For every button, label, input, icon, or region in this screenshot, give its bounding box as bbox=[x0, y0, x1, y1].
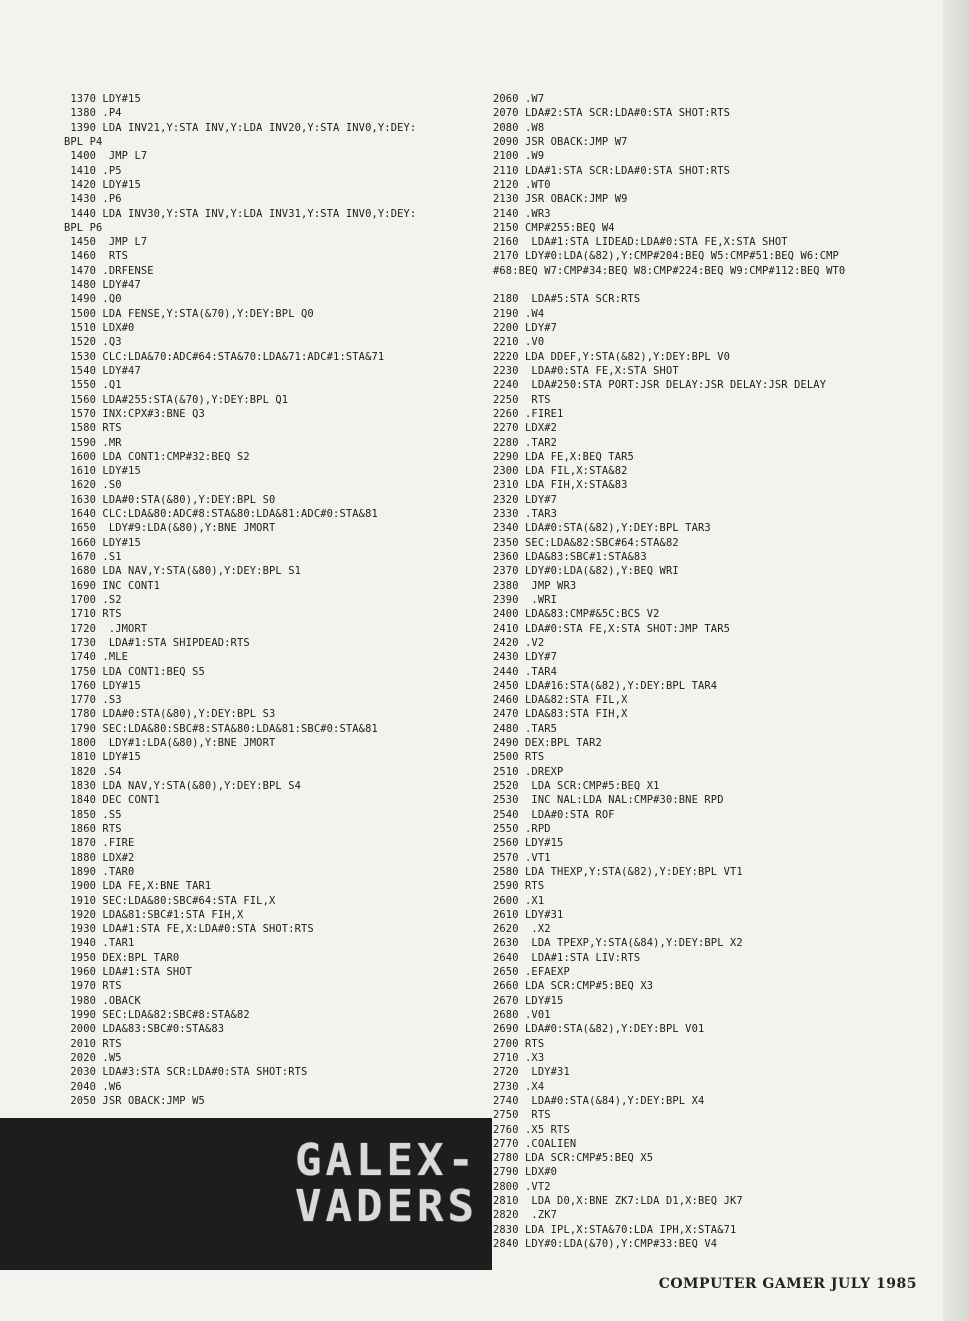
code-line bbox=[493, 278, 969, 292]
code-line: 2270 LDX#2 bbox=[493, 422, 558, 435]
code-line: 2680 .V01 bbox=[493, 1009, 551, 1021]
code-line: 2820 .ZK7 bbox=[493, 1209, 558, 1222]
code-line: 2780 LDA SCR:CMP#5:BEQ X5 bbox=[493, 1152, 654, 1165]
code-line: 1760 LDY#15 bbox=[64, 679, 141, 692]
code-line: 2800 .VT2 bbox=[493, 1180, 551, 1193]
code-line: 2410 LDA#0:STA FE,X:STA SHOT:JMP TAR5 bbox=[493, 622, 731, 635]
code-line: 1650 LDY#9:LDA(&80),Y:BNE JMORT bbox=[64, 522, 276, 535]
code-line: 1580 RTS bbox=[64, 422, 122, 435]
code-line: 1780 LDA#0:STA(&80),Y:DEY:BPL S3 bbox=[64, 708, 276, 721]
code-line: 1900 LDA FE,X:BNE TAR1 bbox=[64, 880, 212, 893]
code-line: 2170 LDY#0:LDA(&82),Y:CMP#204:BEQ W5:CMP#51:BEQ W6:CMP bbox=[493, 250, 839, 263]
code-line: 2550 .RPD bbox=[493, 822, 551, 835]
code-line: 2250 RTS bbox=[493, 393, 551, 406]
banner-title-line-2: VADERS bbox=[295, 1181, 478, 1232]
banner-title bbox=[295, 1135, 478, 1232]
code-line: 1500 LDA FENSE,Y:STA(&70),Y:DEY:BPL Q0 bbox=[64, 307, 314, 320]
code-line: 1820 .S4 bbox=[64, 765, 122, 778]
code-line: 1550 .Q1 bbox=[64, 379, 122, 392]
code-line: 2050 JSR OBACK:JMP W5 bbox=[64, 1094, 205, 1107]
code-line: 2750 RTS bbox=[493, 1109, 551, 1122]
code-line: 1960 LDA#1:STA SHOT bbox=[64, 966, 193, 979]
code-line: 2350 SEC:LDA&82:SBC#64:STA&82 bbox=[493, 536, 679, 549]
code-line: 2720 LDY#31 bbox=[493, 1066, 570, 1079]
code-line: 2210 .V0 bbox=[493, 336, 545, 349]
code-line: 2000 LDA&83:SBC#0:STA&83 bbox=[64, 1023, 225, 1036]
code-line: 1460 RTS bbox=[64, 250, 129, 263]
code-line: 2590 RTS bbox=[493, 880, 545, 893]
code-line: 2300 LDA FIL,X:STA&82 bbox=[493, 465, 628, 478]
code-line: 2240 LDA#250:STA PORT:JSR DELAY:JSR DELAY:JSR DELAY bbox=[493, 379, 827, 392]
code-line: 2480 .TAR5 bbox=[493, 722, 558, 735]
code-line: 2710 .X3 bbox=[493, 1051, 545, 1064]
code-line: 1590 .MR bbox=[64, 436, 122, 449]
code-line: 2380 JMP WR3 bbox=[493, 579, 577, 592]
code-line: 1910 SEC:LDA&80:SBC#64:STA FIL,X bbox=[64, 894, 276, 907]
code-line: 2130 JSR OBACK:JMP W9 bbox=[493, 193, 628, 206]
code-line: 2430 LDY#7 bbox=[493, 651, 558, 664]
code-line: 1920 LDA&81:SBC#1:STA FIH,X bbox=[64, 908, 244, 921]
code-line: 2040 .W6 bbox=[64, 1080, 122, 1093]
code-line: 1400 JMP L7 bbox=[64, 150, 148, 163]
code-line: 2280 .TAR2 bbox=[493, 436, 558, 449]
code-line: 1930 LDA#1:STA FE,X:LDA#0:STA SHOT:RTS bbox=[64, 923, 314, 936]
code-line: 1640 CLC:LDA&80:ADC#8:STA&80:LDA&81:ADC#0:STA&81 bbox=[64, 508, 378, 521]
code-line: 2390 .WRI bbox=[493, 593, 558, 606]
code-line: 2160 LDA#1:STA LIDEAD:LDA#0:STA FE,X:STA SHOT bbox=[493, 236, 788, 249]
code-line: 2450 LDA#16:STA(&82),Y:DEY:BPL TAR4 bbox=[493, 679, 718, 692]
code-line: 2230 LDA#0:STA FE,X:STA SHOT bbox=[493, 364, 679, 377]
code-line: 1950 DEX:BPL TAR0 bbox=[64, 951, 180, 964]
code-line: 1870 .FIRE bbox=[64, 837, 135, 850]
code-line: 2790 LDX#0 bbox=[493, 1166, 558, 1179]
code-line: 2500 RTS bbox=[493, 751, 545, 764]
code-line: 1670 .S1 bbox=[64, 551, 122, 563]
code-line: 2420 .V2 bbox=[493, 636, 545, 649]
code-line: 1660 LDY#15 bbox=[64, 536, 141, 549]
code-line: 1680 LDA NAV,Y:STA(&80),Y:DEY:BPL S1 bbox=[64, 565, 302, 578]
code-line: 2310 LDA FIH,X:STA&83 bbox=[493, 479, 628, 492]
code-line: 2090 JSR OBACK:JMP W7 bbox=[493, 135, 628, 148]
code-line: 2730 .X4 bbox=[493, 1080, 545, 1093]
code-line: 1440 LDA INV30,Y:STA INV,Y:LDA INV31,Y:STA INV0,Y:DEY: bbox=[64, 207, 417, 220]
code-line: 2640 LDA#1:STA LIV:RTS bbox=[493, 951, 641, 964]
code-line: 2400 LDA&83:CMP#&5C:BCS V2 bbox=[493, 608, 660, 621]
code-line: 2600 .X1 bbox=[493, 894, 545, 907]
code-line: 1530 CLC:LDA&70:ADC#64:STA&70:LDA&71:ADC#1:STA&71 bbox=[64, 350, 385, 363]
code-line: 1630 LDA#0:STA(&80),Y:DEY:BPL S0 bbox=[64, 493, 276, 506]
code-line: 2830 LDA IPL,X:STA&70:LDA IPH,X:STA&71 bbox=[493, 1223, 737, 1236]
code-line: 1970 RTS bbox=[64, 980, 122, 993]
code-line: 1940 .TAR1 bbox=[64, 937, 135, 950]
code-line: 1410 .P5 bbox=[64, 164, 122, 177]
code-line: 1510 LDX#0 bbox=[64, 322, 135, 334]
code-line: 2320 LDY#7 bbox=[493, 493, 558, 506]
code-line: 1570 INX:CPX#3:BNE Q3 bbox=[64, 407, 205, 420]
code-line: 1380 .P4 bbox=[64, 107, 122, 120]
code-line: 2740 LDA#0:STA(&84),Y:DEY:BPL X4 bbox=[493, 1094, 705, 1107]
code-line: 2490 DEX:BPL TAR2 bbox=[493, 737, 602, 750]
code-line: 2520 LDA SCR:CMP#5:BEQ X1 bbox=[493, 780, 660, 792]
code-line: 1390 LDA INV21,Y:STA INV,Y:LDA INV20,Y:STA INV0,Y:DEY: bbox=[64, 121, 417, 134]
code-line: 2020 .W5 bbox=[64, 1051, 122, 1064]
code-line: 2180 LDA#5:STA SCR:RTS bbox=[493, 293, 641, 306]
code-line: 2200 LDY#7 bbox=[493, 322, 558, 334]
page-footer: COMPUTER GAMER JULY 1985 bbox=[658, 1276, 917, 1292]
code-line: 1540 LDY#47 bbox=[64, 364, 141, 377]
code-line: 1490 .Q0 bbox=[64, 293, 122, 306]
code-line: 2440 .TAR4 bbox=[493, 665, 558, 678]
code-line: 2290 LDA FE,X:BEQ TAR5 bbox=[493, 450, 634, 463]
code-line: 1830 LDA NAV,Y:STA(&80),Y:DEY:BPL S4 bbox=[64, 780, 302, 792]
code-line: 1740 .MLE bbox=[64, 651, 129, 664]
code-line: 1720 .JMORT bbox=[64, 622, 148, 635]
code-line: 1520 .Q3 bbox=[64, 336, 122, 349]
code-line: 2700 RTS bbox=[493, 1037, 545, 1050]
code-line: 2760 .X5 RTS bbox=[493, 1123, 570, 1136]
code-line: 2530 INC NAL:LDA NAL:CMP#30:BNE RPD bbox=[493, 794, 724, 807]
code-line: 2100 .W9 bbox=[493, 150, 545, 163]
code-line: 2540 LDA#0:STA ROF bbox=[493, 808, 615, 821]
code-line: 2690 LDA#0:STA(&82),Y:DEY:BPL V01 bbox=[493, 1023, 705, 1036]
code-line: 1450 JMP L7 bbox=[64, 236, 148, 249]
code-line: 1770 .S3 bbox=[64, 694, 122, 707]
code-line: 2470 LDA&83:STA FIH,X bbox=[493, 708, 628, 721]
code-line: 1420 LDY#15 bbox=[64, 178, 141, 191]
code-line: 2070 LDA#2:STA SCR:LDA#0:STA SHOT:RTS bbox=[493, 107, 731, 120]
code-line: 1430 .P6 bbox=[64, 193, 122, 206]
code-line: 1880 LDX#2 bbox=[64, 851, 135, 864]
code-line: 2060 .W7 bbox=[493, 93, 545, 105]
code-line: 2220 LDA DDEF,Y:STA(&82),Y:DEY:BPL V0 bbox=[493, 350, 731, 363]
code-line: 1610 LDY#15 bbox=[64, 465, 141, 478]
code-line: 2570 .VT1 bbox=[493, 851, 551, 864]
code-line: 2560 LDY#15 bbox=[493, 837, 564, 850]
code-line: 2010 RTS bbox=[64, 1037, 122, 1050]
code-line: #68:BEQ W7:CMP#34:BEQ W8:CMP#224:BEQ W9:CMP#112:BEQ WT0 bbox=[493, 264, 846, 277]
code-line: 2030 LDA#3:STA SCR:LDA#0:STA SHOT:RTS bbox=[64, 1066, 308, 1079]
code-line: 2610 LDY#31 bbox=[493, 908, 564, 921]
code-line: 1710 RTS bbox=[64, 608, 122, 621]
code-line: 1790 SEC:LDA&80:SBC#8:STA&80:LDA&81:SBC#0:STA&81 bbox=[64, 722, 378, 735]
code-line: 1620 .S0 bbox=[64, 479, 122, 492]
code-line: 2260 .FIRE1 bbox=[493, 407, 564, 420]
code-line: 1840 DEC CONT1 bbox=[64, 794, 161, 807]
code-line: 2340 LDA#0:STA(&82),Y:DEY:BPL TAR3 bbox=[493, 522, 711, 535]
code-line: 1370 LDY#15 bbox=[64, 93, 141, 105]
code-line: 1480 LDY#47 bbox=[64, 279, 141, 292]
code-line: 2620 .X2 bbox=[493, 923, 551, 936]
code-line: 1860 RTS bbox=[64, 822, 122, 835]
code-line: 2630 LDA TPEXP,Y:STA(&84),Y:DEY:BPL X2 bbox=[493, 937, 743, 950]
code-line: BPL P6 bbox=[64, 221, 103, 234]
code-line: 2370 LDY#0:LDA(&82),Y:BEQ WRI bbox=[493, 565, 679, 578]
code-line: 2650 .EFAEXP bbox=[493, 966, 570, 979]
title-banner bbox=[0, 1118, 492, 1270]
code-line: 1750 LDA CONT1:BEQ S5 bbox=[64, 665, 205, 678]
code-line: 1470 .DRFENSE bbox=[64, 264, 154, 277]
code-line: 2770 .COALIEN bbox=[493, 1137, 577, 1150]
code-line: 1980 .OBACK bbox=[64, 994, 141, 1007]
code-line: 1990 SEC:LDA&82:SBC#8:STA&82 bbox=[64, 1009, 250, 1021]
code-line: BPL P4 bbox=[64, 135, 103, 148]
code-line: 2670 LDY#15 bbox=[493, 994, 564, 1007]
code-line: 1700 .S2 bbox=[64, 593, 122, 606]
code-line: 2110 LDA#1:STA SCR:LDA#0:STA SHOT:RTS bbox=[493, 164, 731, 177]
code-line: 1850 .S5 bbox=[64, 808, 122, 821]
code-line: 2140 .WR3 bbox=[493, 207, 551, 220]
code-line: 1730 LDA#1:STA SHIPDEAD:RTS bbox=[64, 636, 250, 649]
code-line: 2080 .W8 bbox=[493, 121, 545, 134]
code-line: 1560 LDA#255:STA(&70),Y:DEY:BPL Q1 bbox=[64, 393, 289, 406]
code-line: 1600 LDA CONT1:CMP#32:BEQ S2 bbox=[64, 450, 250, 463]
code-line: 2510 .DREXP bbox=[493, 765, 564, 778]
code-column-left bbox=[64, 92, 492, 1107]
code-line: 2580 LDA THEXP,Y:STA(&82),Y:DEY:BPL VT1 bbox=[493, 865, 743, 878]
code-column-right bbox=[493, 92, 969, 1262]
code-line: 1890 .TAR0 bbox=[64, 865, 135, 878]
code-line: 2120 .WT0 bbox=[493, 178, 551, 191]
code-line: 2840 LDY#0:LDA(&70),Y:CMP#33:BEQ V4 bbox=[493, 1238, 718, 1250]
code-line: 2150 CMP#255:BEQ W4 bbox=[493, 221, 615, 234]
banner-title-line-1: GALEX- bbox=[295, 1135, 478, 1186]
code-line: 2360 LDA&83:SBC#1:STA&83 bbox=[493, 551, 647, 563]
code-line: 1800 LDY#1:LDA(&80),Y:BNE JMORT bbox=[64, 737, 276, 750]
code-line: 2660 LDA SCR:CMP#5:BEQ X3 bbox=[493, 980, 654, 993]
code-line: 1810 LDY#15 bbox=[64, 751, 141, 764]
code-line: 2460 LDA&82:STA FIL,X bbox=[493, 694, 628, 707]
code-line: 2330 .TAR3 bbox=[493, 508, 558, 521]
code-line: 2190 .W4 bbox=[493, 307, 545, 320]
code-line: 2810 LDA D0,X:BNE ZK7:LDA D1,X:BEQ JK7 bbox=[493, 1195, 743, 1208]
code-line: 1690 INC CONT1 bbox=[64, 579, 161, 592]
